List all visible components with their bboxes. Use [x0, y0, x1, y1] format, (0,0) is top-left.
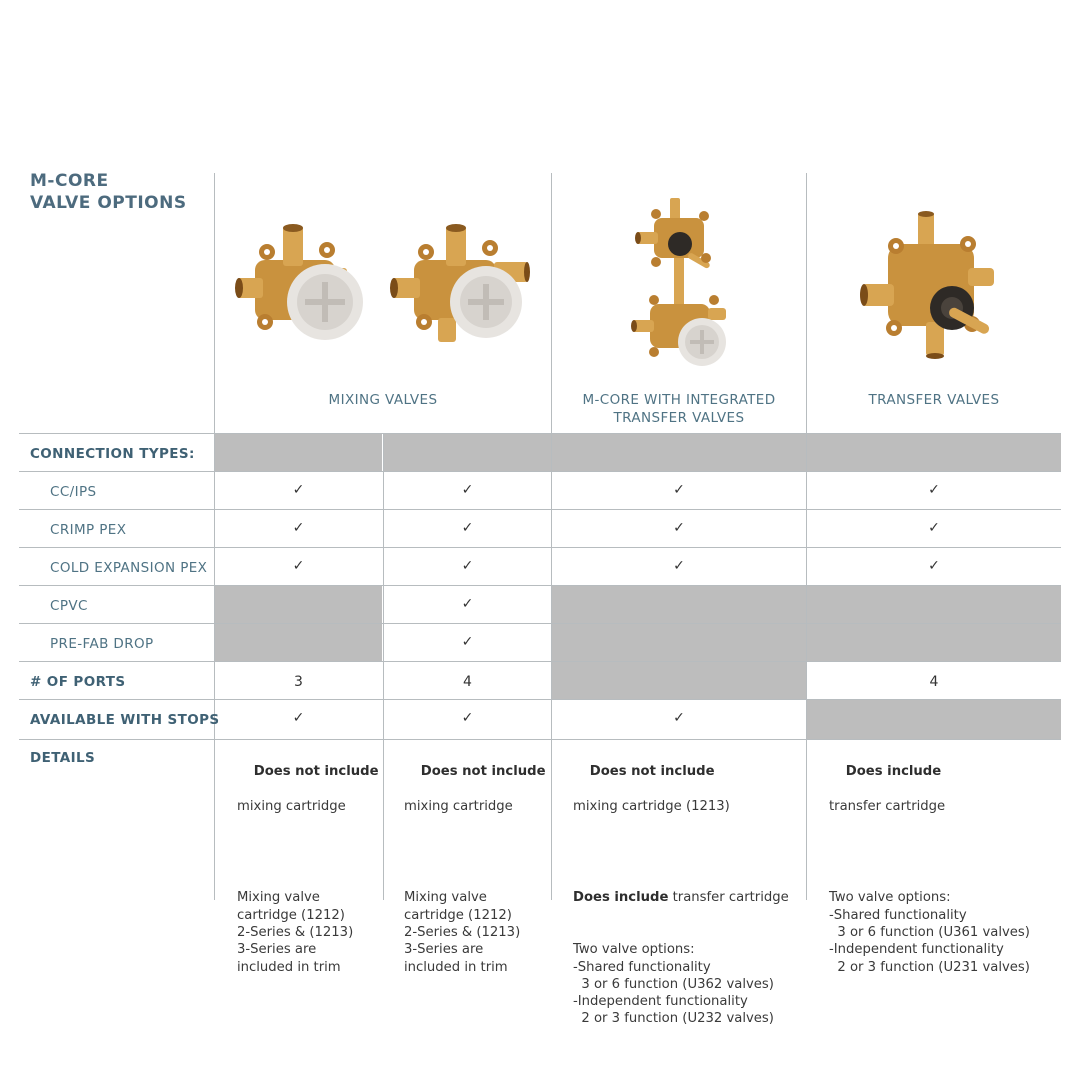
- details-emphasis: Does not include: [253, 764, 379, 780]
- row-label-crimp-pex: CRIMP PEX: [50, 522, 127, 538]
- details-text: Two valve options: -Shared functionality 3 or 6 function (U361 valves) -Independent functionality 2 or 3 function (U231 valves): [829, 890, 1030, 975]
- check-mark: ✓: [673, 482, 685, 498]
- details-emphasis: Does include: [845, 764, 942, 780]
- details-text: mixing cartridge: [404, 798, 513, 814]
- details-transfer: [829, 746, 1030, 1010]
- check-mark: ✓: [461, 558, 474, 574]
- integrated-transfer-valve-image: [630, 196, 735, 368]
- page-title: [30, 170, 187, 214]
- row-divider: [19, 433, 1061, 434]
- check-mark: ✓: [461, 482, 474, 498]
- details-emphasis: Does include: [573, 890, 669, 906]
- title-line-2: VALVE OPTIONS: [30, 193, 187, 213]
- check-mark: ✓: [928, 482, 940, 498]
- check-mark: ✓: [928, 558, 940, 574]
- details-text-line: [573, 889, 789, 906]
- row-label-cpvc: CPVC: [50, 598, 88, 614]
- column-heading-integrated-transfer: [552, 391, 806, 427]
- details-emphasis: Does not include: [589, 764, 715, 780]
- row-label-connection-types: CONNECTION TYPES:: [30, 446, 195, 462]
- details-text: mixing cartridge (1213): [573, 798, 730, 814]
- mixing-valve-3-port-image: [235, 222, 370, 347]
- check-mark: ✓: [461, 710, 474, 726]
- details-integrated-transfer: [573, 746, 789, 1062]
- grey-cell: [552, 434, 806, 471]
- grey-cell: [807, 700, 1061, 739]
- row-divider: [19, 471, 1061, 472]
- details-emphasis: Does not include: [420, 764, 546, 780]
- check-mark: ✓: [461, 634, 474, 650]
- row-label-cold-expansion-pex: COLD EXPANSION PEX: [50, 560, 208, 576]
- grey-cell: [215, 586, 382, 662]
- column-heading-line-2: TRANSFER VALVES: [613, 410, 745, 426]
- row-label-number-of-ports: # OF PORTS: [30, 674, 126, 690]
- column-divider: [383, 433, 384, 900]
- row-divider: [19, 623, 1061, 624]
- details-text: transfer cartridge: [829, 798, 946, 814]
- transfer-valve-image: [860, 210, 1002, 360]
- row-label-available-with-stops: AVAILABLE WITH STOPS: [30, 712, 220, 728]
- column-heading-transfer-valves: TRANSFER VALVES: [868, 392, 1000, 408]
- row-divider: [19, 509, 1061, 510]
- row-divider: [19, 547, 1061, 548]
- grey-cell: [552, 662, 806, 700]
- check-mark: ✓: [292, 482, 305, 498]
- details-text: Mixing valve cartridge (1212) 2-Series & (1213) 3-Series are included in trim: [237, 890, 354, 975]
- details-text: Two valve options: -Shared functionality 3 or 6 function (U362 valves) -Independent functionality 2 or 3 function (U232 valves): [573, 942, 774, 1027]
- column-heading-line-1: M-CORE WITH INTEGRATED: [582, 392, 776, 408]
- row-label-details: DETAILS: [30, 750, 96, 766]
- details-text: Mixing valve cartridge (1212) 2-Series & (1213) 3-Series are included in trim: [404, 890, 521, 975]
- column-heading-mixing-valves: MIXING VALVES: [328, 392, 438, 408]
- details-mixing-4-port: [404, 746, 546, 1010]
- grey-cell: [215, 434, 382, 471]
- row-divider: [19, 585, 1061, 586]
- check-mark: ✓: [673, 520, 685, 536]
- grey-cell: [807, 434, 1061, 471]
- check-mark: ✓: [292, 558, 305, 574]
- port-count: 3: [294, 674, 303, 690]
- grey-cell: [384, 434, 551, 471]
- check-mark: ✓: [292, 710, 305, 726]
- port-count: 4: [463, 674, 472, 690]
- check-mark: ✓: [673, 558, 685, 574]
- details-text: mixing cartridge: [237, 798, 346, 814]
- details-text: transfer cartridge: [668, 890, 789, 906]
- row-divider: [19, 699, 1061, 700]
- row-divider: [19, 739, 1061, 740]
- row-divider: [19, 661, 1061, 662]
- row-label-prefab-drop: PRE-FAB DROP: [50, 636, 154, 652]
- check-mark: ✓: [292, 520, 305, 536]
- mixing-valve-4-port-image: [390, 222, 530, 347]
- check-mark: ✓: [461, 520, 474, 536]
- check-mark: ✓: [673, 710, 685, 726]
- row-label-cc-ips: CC/IPS: [50, 484, 97, 500]
- check-mark: ✓: [928, 520, 940, 536]
- details-mixing-3-port: [237, 746, 379, 1010]
- check-mark: ✓: [461, 596, 474, 612]
- port-count: 4: [929, 674, 939, 690]
- title-line-1: M-CORE: [30, 171, 109, 191]
